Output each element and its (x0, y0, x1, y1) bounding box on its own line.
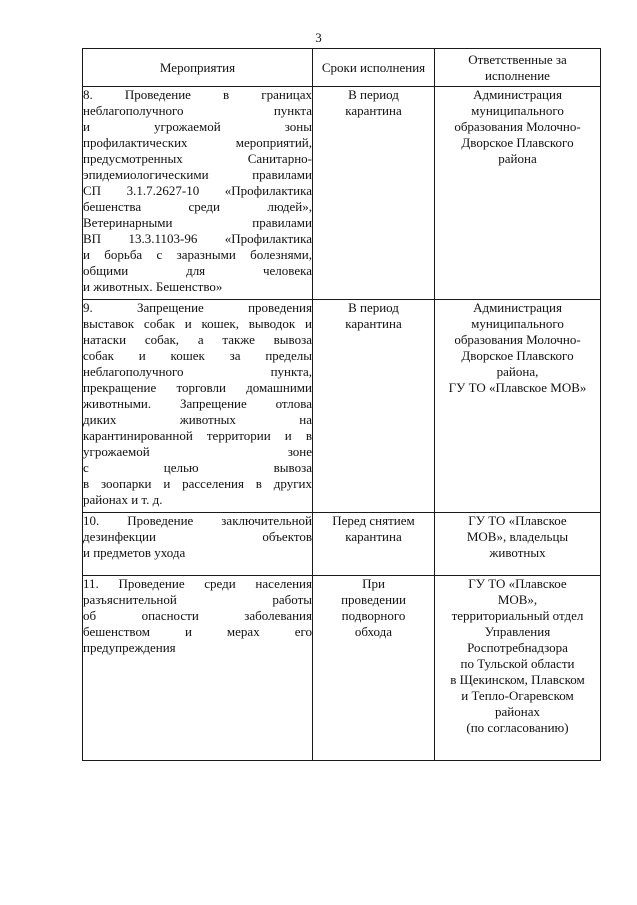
responsible-text-line: Администрация (473, 87, 562, 102)
responsible-text-line: Дворское Плавского (461, 135, 574, 150)
event-text-line: дезинфекции объектов (83, 529, 312, 544)
responsible-text-line: Дворское Плавского (461, 348, 574, 363)
event-text-line: предупреждения (83, 640, 176, 655)
event-cell (83, 300, 313, 513)
responsible-text-line: по Тульской области (460, 656, 575, 671)
responsible-text-line: и Тепло-Огаревском (461, 688, 574, 703)
term-text-line: карантина (345, 316, 402, 331)
responsible-text-line: образования Молочно- (454, 119, 581, 134)
header-events (83, 49, 313, 87)
term-text-line: Перед снятием (332, 513, 415, 528)
event-text-line: об опасности заболевания (83, 608, 312, 623)
term-cell (313, 300, 435, 513)
responsible-text-line: Администрация (473, 300, 562, 315)
event-text-line: 10. Проведение заключительной (83, 513, 312, 528)
responsible-text-line: ГУ ТО «Плавское МОВ» (448, 380, 587, 395)
responsible-text-line: ГУ ТО «Плавское (468, 576, 567, 591)
event-text-line: животными. Запрещение отлова (83, 396, 312, 411)
table-row (83, 576, 601, 761)
term-text-line: При (362, 576, 385, 591)
term-text-line: карантина (345, 529, 402, 544)
responsible-cell (435, 576, 601, 761)
event-text-line: Ветеринарными правилами (83, 215, 312, 230)
responsible-text-line: Роспотребнадзора (467, 640, 568, 655)
event-cell (83, 513, 313, 576)
event-text-line: ВП 13.3.1103-96 «Профилактика (83, 231, 312, 246)
event-text-line: и угрожаемой зоны (83, 119, 312, 134)
event-text-line: с целью вывоза (83, 460, 312, 475)
responsible-text-line: муниципального (471, 316, 564, 331)
term-cell (313, 87, 435, 300)
event-text-line: выставок собак и кошек, выводок и (83, 316, 312, 331)
event-text-line: районах и т. д. (83, 492, 163, 507)
event-text-line: натаски собак, а также вывоза (83, 332, 312, 347)
event-cell (83, 576, 313, 761)
event-text-line: бешенства среди людей», (83, 199, 312, 214)
event-text-line: карантинированной территории и в (83, 428, 312, 443)
responsible-text-line: района, (496, 364, 539, 379)
event-text-line: разъяснительной работы (83, 592, 312, 607)
table-row (83, 87, 601, 300)
header-terms-label: Сроки исполнения (321, 59, 426, 75)
event-text-line: неблагополучного пункта, (83, 364, 312, 379)
event-text-line: угрожаемой зоне (83, 444, 312, 459)
responsible-text-line: (по согласованию) (466, 720, 569, 735)
event-text-line: собак и кошек за пределы (83, 348, 312, 363)
event-text-line: 9. Запрещение проведения (83, 300, 312, 315)
responsible-text-line: МОВ», (497, 592, 538, 607)
header-responsible-line: Ответственные за (468, 51, 567, 67)
events-table (82, 48, 601, 761)
event-text-line: профилактических мероприятий, (83, 135, 312, 150)
header-responsible-line: исполнение (485, 67, 550, 83)
term-cell (313, 576, 435, 761)
header-events-label: Мероприятия (159, 59, 236, 75)
responsible-text-line: МОВ», владельцы (466, 529, 569, 544)
event-text-line: прекращение торговли домашними (83, 380, 312, 395)
event-text-line: эпидемиологическими правилами (83, 167, 312, 182)
term-text-line: В период (348, 300, 399, 315)
responsible-text-line: в Щекинском, Плавском (450, 672, 585, 687)
term-text-line: обхода (354, 624, 393, 639)
event-text-line: 8. Проведение в границах (83, 87, 312, 102)
event-cell (83, 87, 313, 300)
term-cell (313, 513, 435, 576)
page-number: 3 (315, 30, 322, 45)
responsible-cell (435, 300, 601, 513)
event-text-line: 11. Проведение среди населения (83, 576, 312, 591)
event-text-line: и борьба с заразными болезнями, (83, 247, 312, 262)
term-text-line: подворного (341, 608, 406, 623)
responsible-text-line: образования Молочно- (454, 332, 581, 347)
responsible-text-line: животных (489, 545, 546, 560)
header-terms (313, 49, 435, 87)
event-text-line: неблагополучного пункта (83, 103, 312, 118)
event-text-line: диких животных на (83, 412, 312, 427)
responsible-text-line: территориальный отдел (451, 608, 584, 623)
event-text-line: и животных. Бешенство» (83, 279, 223, 294)
event-text-line: предусмотренных Санитарно- (83, 151, 312, 166)
table-row (83, 300, 601, 513)
event-text-line: бешенством и мерах его (83, 624, 312, 639)
responsible-text-line: районах (495, 704, 540, 719)
event-text-line: и предметов ухода (83, 545, 186, 560)
header-responsible (435, 49, 601, 87)
event-text-line: СП 3.1.7.2627-10 «Профилактика (83, 183, 312, 198)
table-row (83, 513, 601, 576)
term-text-line: карантина (345, 103, 402, 118)
event-text-line: общими для человека (83, 263, 312, 278)
responsible-cell (435, 87, 601, 300)
term-text-line: проведении (341, 592, 406, 607)
event-text-line: в зоопарки и расселения в других (83, 476, 312, 491)
term-text-line: В период (348, 87, 399, 102)
responsible-text-line: района (498, 151, 537, 166)
responsible-cell (435, 513, 601, 576)
table-header-row (83, 49, 601, 87)
responsible-text-line: ГУ ТО «Плавское (468, 513, 567, 528)
responsible-text-line: Управления (484, 624, 551, 639)
responsible-text-line: муниципального (471, 103, 564, 118)
